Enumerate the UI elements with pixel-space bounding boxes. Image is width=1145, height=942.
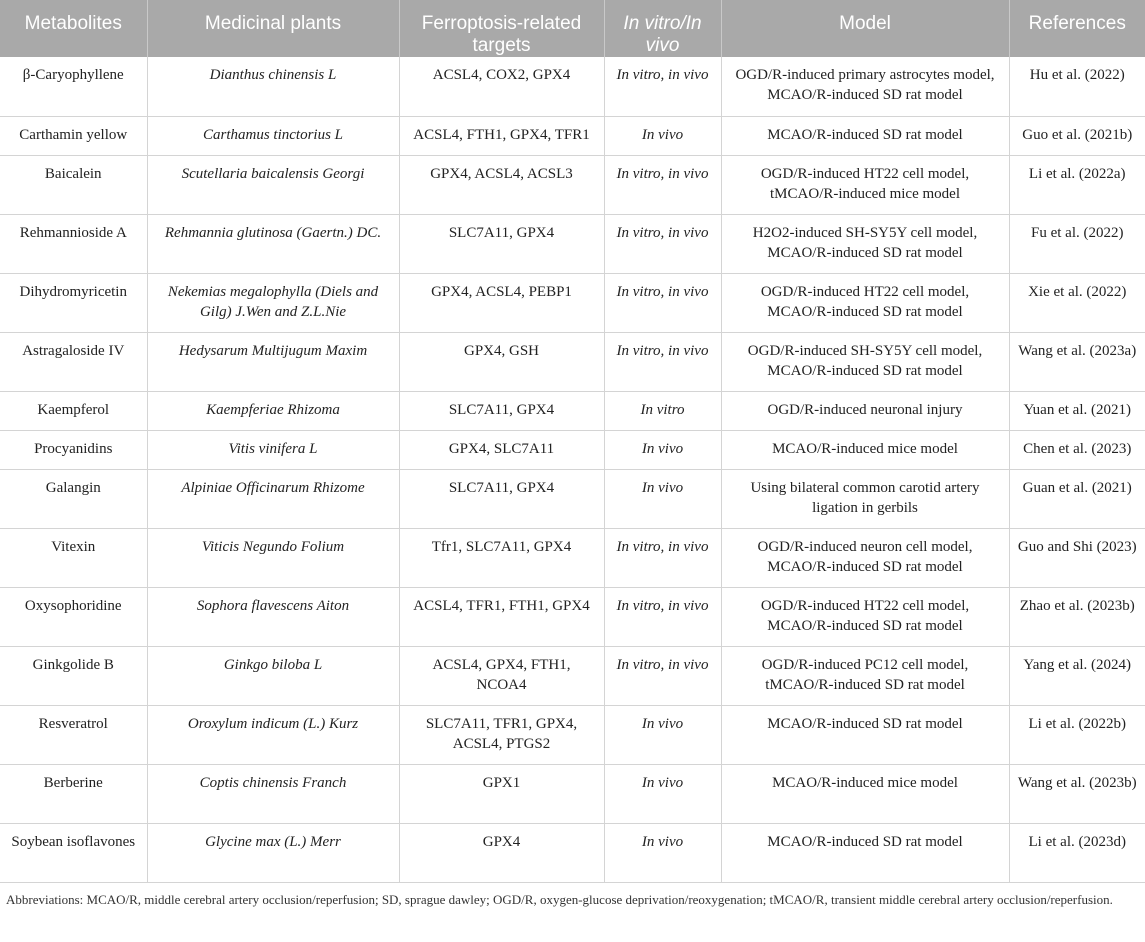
header-in-vitro-in-vivo <box>604 0 721 57</box>
cell-model: OGD/R-induced SH-SY5Y cell model, MCAO/R-induced SD rat model <box>721 332 1009 391</box>
cell-metabolite: Oxysophoridine <box>0 587 147 646</box>
cell-study-type: In vitro, in vivo <box>604 214 721 273</box>
table-row <box>0 391 1145 430</box>
cell-study-type: In vivo <box>604 764 721 823</box>
cell-study-type: In vitro <box>604 391 721 430</box>
cell-study-type: In vivo <box>604 116 721 155</box>
cell-targets: GPX4, SLC7A11 <box>399 430 604 469</box>
cell-metabolite: Vitexin <box>0 528 147 587</box>
table-row <box>0 528 1145 587</box>
table-row <box>0 214 1145 273</box>
cell-medicinal-plant: Glycine max (L.) Merr <box>147 823 399 882</box>
cell-medicinal-plant: Vitis vinifera L <box>147 430 399 469</box>
cell-targets: Tfr1, SLC7A11, GPX4 <box>399 528 604 587</box>
cell-metabolite: β-Caryophyllene <box>0 57 147 116</box>
cell-study-type: In vitro, in vivo <box>604 57 721 116</box>
cell-targets: GPX4, ACSL4, PEBP1 <box>399 273 604 332</box>
cell-model: MCAO/R-induced SD rat model <box>721 116 1009 155</box>
cell-study-type: In vitro, in vivo <box>604 528 721 587</box>
cell-study-type: In vitro, in vivo <box>604 332 721 391</box>
header-in-vitro-in-vivo-label: In vitro/In vivo <box>623 13 702 56</box>
header-row <box>0 0 1145 57</box>
table-row <box>0 469 1145 528</box>
cell-targets: SLC7A11, GPX4 <box>399 214 604 273</box>
abbreviations-footnote: Abbreviations: MCAO/R, middle cerebral artery occlusion/reperfusion; SD, sprague dawley; OGD/R, oxygen-glucose deprivation/reoxygenation; tMCAO/R, transient middle cerebral artery occlusion/reperfusion. <box>6 891 1113 907</box>
cell-reference: Yuan et al. (2021) <box>1009 391 1145 430</box>
cell-medicinal-plant: Kaempferiae Rhizoma <box>147 391 399 430</box>
cell-model: MCAO/R-induced mice model <box>721 764 1009 823</box>
cell-metabolite: Astragaloside IV <box>0 332 147 391</box>
cell-targets: GPX4, ACSL4, ACSL3 <box>399 155 604 214</box>
cell-study-type: In vivo <box>604 823 721 882</box>
cell-metabolite: Berberine <box>0 764 147 823</box>
cell-metabolite: Procyanidins <box>0 430 147 469</box>
cell-model: OGD/R-induced neuronal injury <box>721 391 1009 430</box>
cell-study-type: In vivo <box>604 469 721 528</box>
cell-targets: ACSL4, TFR1, FTH1, GPX4 <box>399 587 604 646</box>
cell-metabolite: Soybean isoflavones <box>0 823 147 882</box>
cell-model: OGD/R-induced HT22 cell model, MCAO/R-induced SD rat model <box>721 587 1009 646</box>
cell-reference: Zhao et al. (2023b) <box>1009 587 1145 646</box>
cell-study-type: In vitro, in vivo <box>604 646 721 705</box>
cell-reference: Chen et al. (2023) <box>1009 430 1145 469</box>
table-row <box>0 823 1145 882</box>
cell-reference: Guan et al. (2021) <box>1009 469 1145 528</box>
table-row <box>0 764 1145 823</box>
cell-medicinal-plant: Alpiniae Officinarum Rhizome <box>147 469 399 528</box>
cell-targets: SLC7A11, GPX4 <box>399 391 604 430</box>
cell-medicinal-plant: Sophora flavescens Aiton <box>147 587 399 646</box>
cell-medicinal-plant: Rehmannia glutinosa (Gaertn.) DC. <box>147 214 399 273</box>
cell-reference: Wang et al. (2023a) <box>1009 332 1145 391</box>
cell-model: OGD/R-induced HT22 cell model, MCAO/R-induced SD rat model <box>721 273 1009 332</box>
table-row <box>0 430 1145 469</box>
header-targets: Ferroptosis-related targets <box>399 0 604 57</box>
table-row <box>0 273 1145 332</box>
cell-model: Using bilateral common carotid artery ligation in gerbils <box>721 469 1009 528</box>
cell-medicinal-plant: Nekemias megalophylla (Diels and Gilg) J.Wen and Z.L.Nie <box>147 273 399 332</box>
cell-medicinal-plant: Scutellaria baicalensis Georgi <box>147 155 399 214</box>
table-row <box>0 332 1145 391</box>
cell-reference: Guo and Shi (2023) <box>1009 528 1145 587</box>
cell-model: OGD/R-induced PC12 cell model, tMCAO/R-induced SD rat model <box>721 646 1009 705</box>
cell-targets: GPX1 <box>399 764 604 823</box>
cell-reference: Li et al. (2022a) <box>1009 155 1145 214</box>
cell-model: OGD/R-induced neuron cell model, MCAO/R-induced SD rat model <box>721 528 1009 587</box>
cell-model: OGD/R-induced primary astrocytes model, MCAO/R-induced SD rat model <box>721 57 1009 116</box>
cell-medicinal-plant: Oroxylum indicum (L.) Kurz <box>147 705 399 764</box>
cell-reference: Li et al. (2023d) <box>1009 823 1145 882</box>
cell-study-type: In vitro, in vivo <box>604 273 721 332</box>
cell-targets: SLC7A11, TFR1, GPX4, ACSL4, PTGS2 <box>399 705 604 764</box>
table-row <box>0 646 1145 705</box>
cell-targets: GPX4 <box>399 823 604 882</box>
header-model: Model <box>721 0 1009 57</box>
cell-study-type: In vivo <box>604 705 721 764</box>
cell-model: MCAO/R-induced mice model <box>721 430 1009 469</box>
cell-medicinal-plant: Carthamus tinctorius L <box>147 116 399 155</box>
cell-reference: Fu et al. (2022) <box>1009 214 1145 273</box>
cell-metabolite: Rehmannioside A <box>0 214 147 273</box>
cell-model: OGD/R-induced HT22 cell model, tMCAO/R-induced mice model <box>721 155 1009 214</box>
cell-metabolite: Ginkgolide B <box>0 646 147 705</box>
cell-medicinal-plant: Dianthus chinensis L <box>147 57 399 116</box>
cell-reference: Xie et al. (2022) <box>1009 273 1145 332</box>
cell-metabolite: Carthamin yellow <box>0 116 147 155</box>
cell-reference: Hu et al. (2022) <box>1009 57 1145 116</box>
cell-targets: ACSL4, COX2, GPX4 <box>399 57 604 116</box>
cell-targets: SLC7A11, GPX4 <box>399 469 604 528</box>
cell-targets: ACSL4, FTH1, GPX4, TFR1 <box>399 116 604 155</box>
cell-metabolite: Resveratrol <box>0 705 147 764</box>
cell-reference: Li et al. (2022b) <box>1009 705 1145 764</box>
cell-model: H2O2-induced SH-SY5Y cell model, MCAO/R-induced SD rat model <box>721 214 1009 273</box>
cell-metabolite: Galangin <box>0 469 147 528</box>
cell-targets: ACSL4, GPX4, FTH1, NCOA4 <box>399 646 604 705</box>
table-row <box>0 57 1145 116</box>
cell-reference: Guo et al. (2021b) <box>1009 116 1145 155</box>
cell-model: MCAO/R-induced SD rat model <box>721 705 1009 764</box>
table-row <box>0 155 1145 214</box>
table-row <box>0 587 1145 646</box>
cell-reference: Yang et al. (2024) <box>1009 646 1145 705</box>
table-row <box>0 116 1145 155</box>
header-medicinal-plants: Medicinal plants <box>147 0 399 57</box>
cell-study-type: In vitro, in vivo <box>604 587 721 646</box>
cell-model: MCAO/R-induced SD rat model <box>721 823 1009 882</box>
cell-targets: GPX4, GSH <box>399 332 604 391</box>
cell-medicinal-plant: Viticis Negundo Folium <box>147 528 399 587</box>
table-row <box>0 705 1145 764</box>
header-references: References <box>1009 0 1145 57</box>
header-metabolites: Metabolites <box>0 0 147 57</box>
cell-metabolite: Baicalein <box>0 155 147 214</box>
cell-medicinal-plant: Ginkgo biloba L <box>147 646 399 705</box>
cell-metabolite: Kaempferol <box>0 391 147 430</box>
cell-medicinal-plant: Hedysarum Multijugum Maxim <box>147 332 399 391</box>
cell-study-type: In vitro, in vivo <box>604 155 721 214</box>
cell-metabolite: Dihydromyricetin <box>0 273 147 332</box>
cell-reference: Wang et al. (2023b) <box>1009 764 1145 823</box>
cell-study-type: In vivo <box>604 430 721 469</box>
cell-medicinal-plant: Coptis chinensis Franch <box>147 764 399 823</box>
